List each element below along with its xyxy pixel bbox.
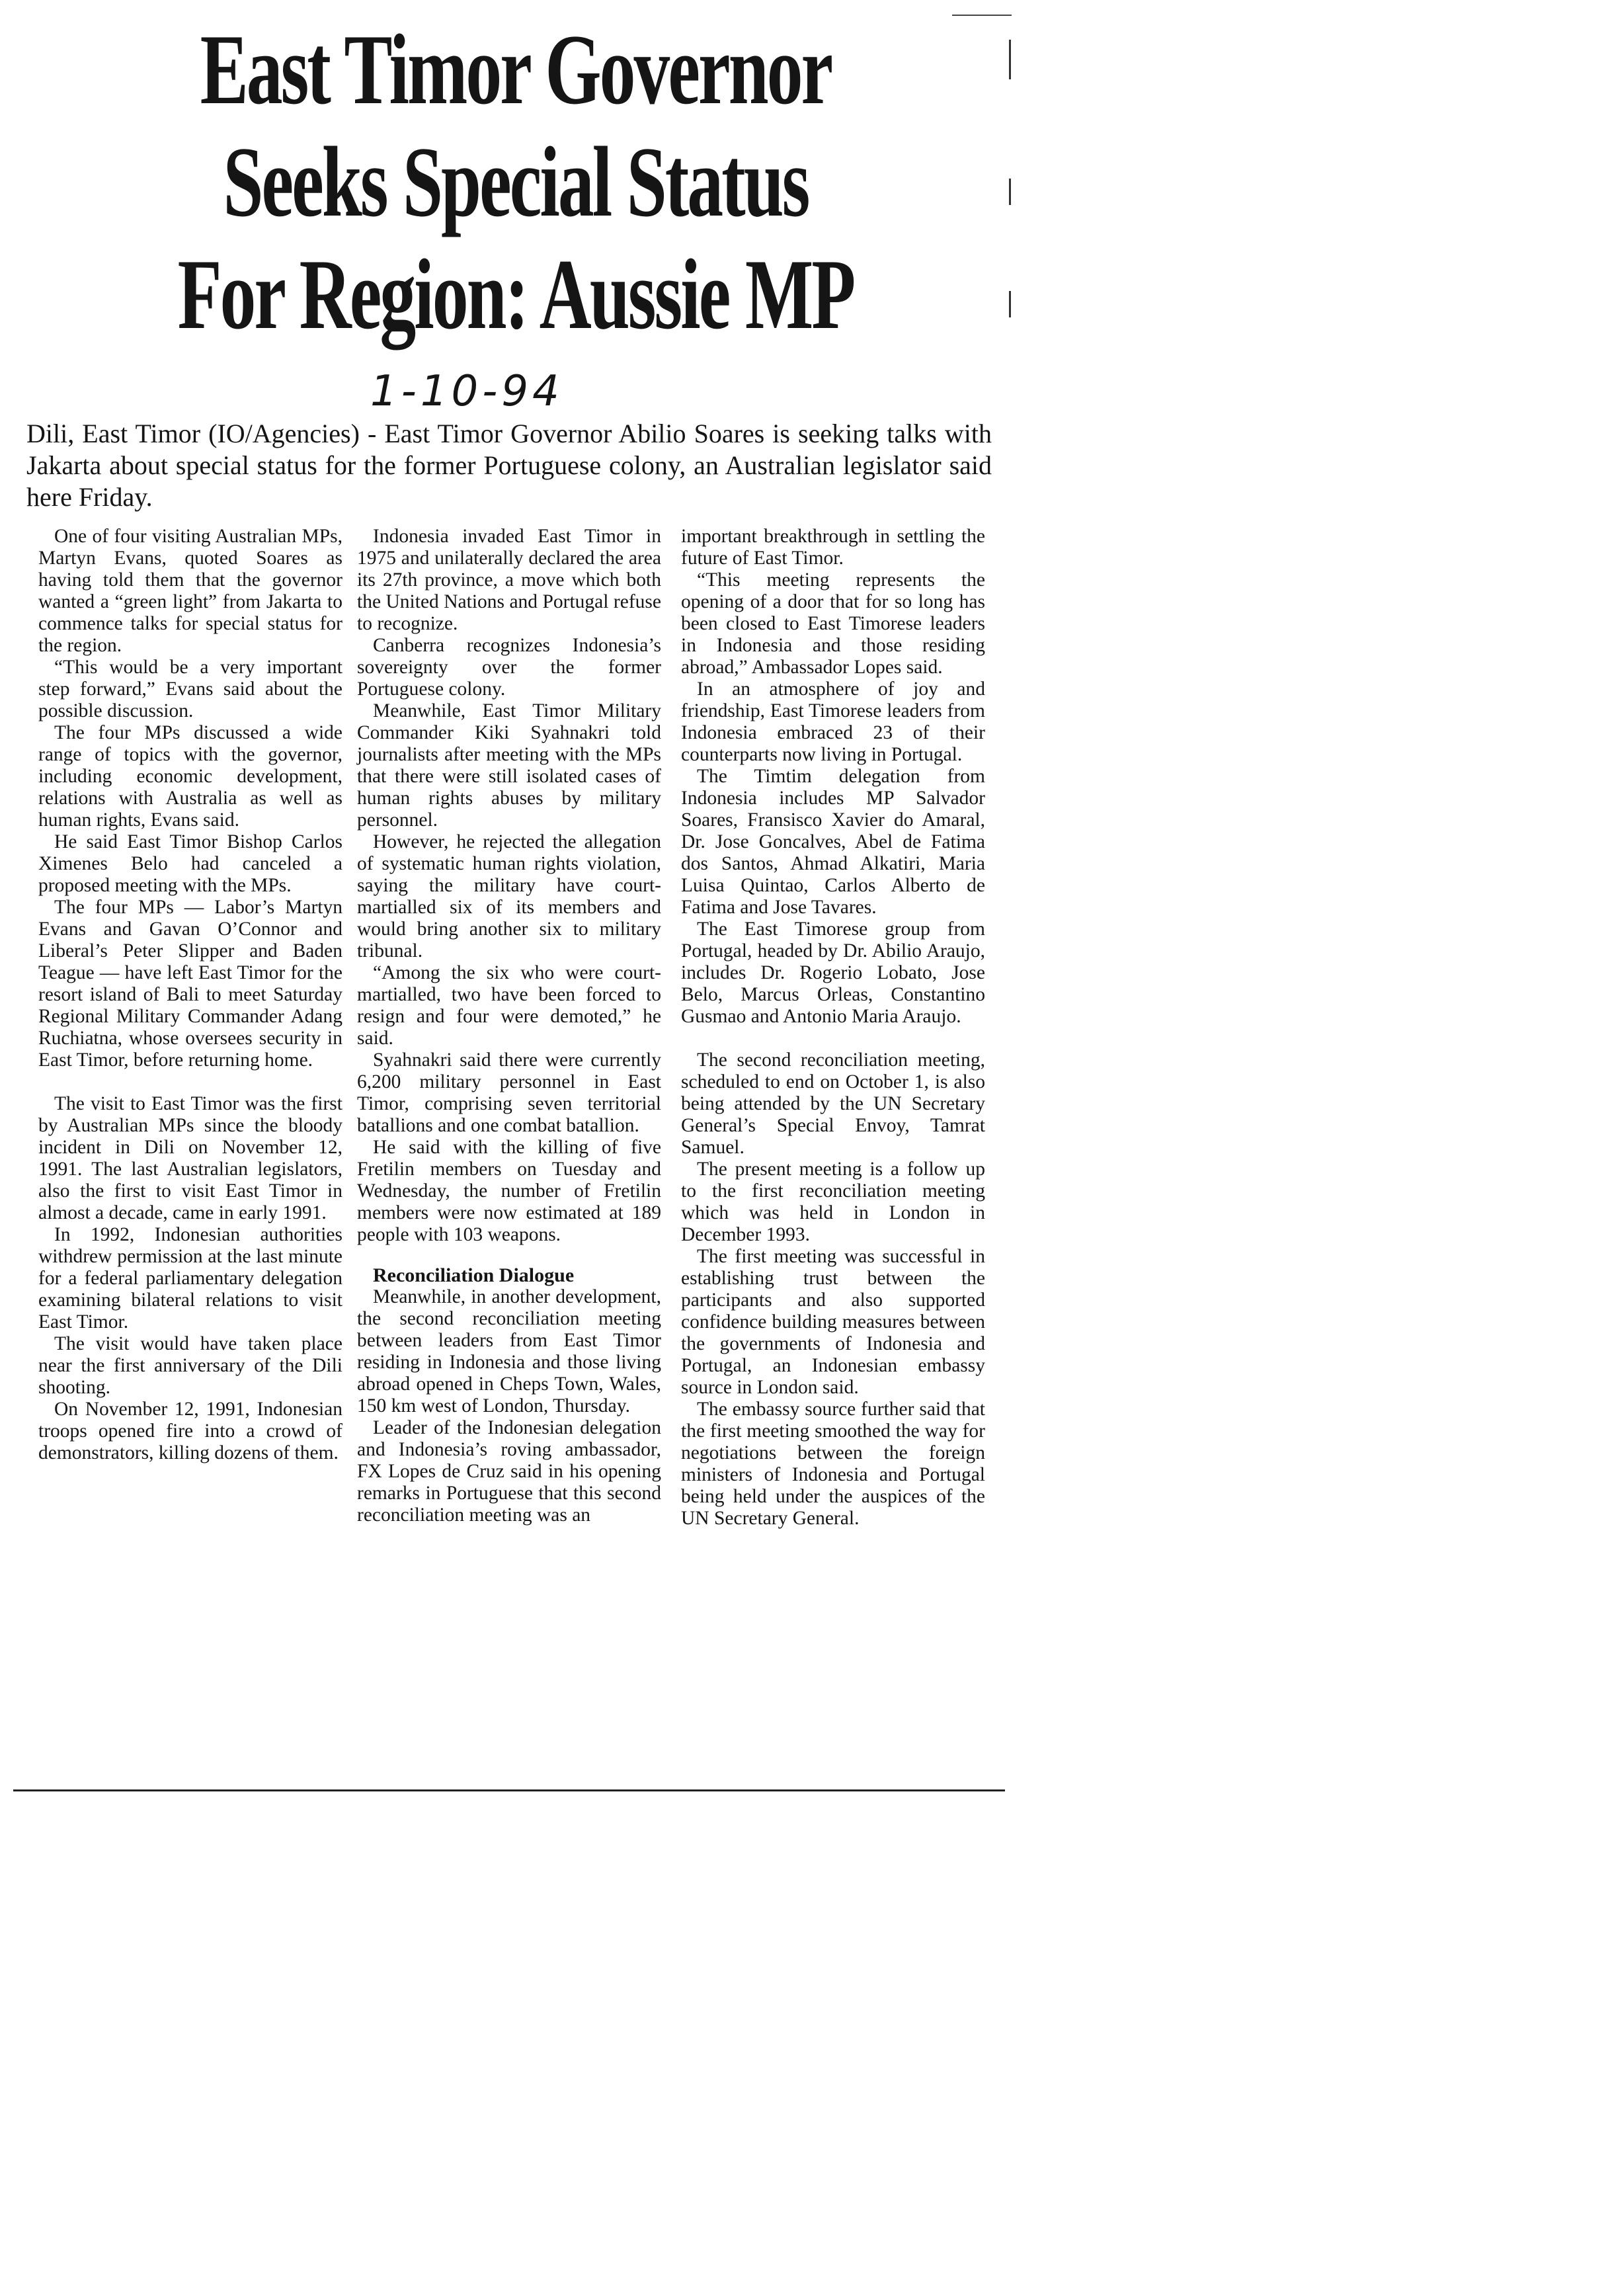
paragraph: One of four visiting Australian MPs, Martyn Evans, quoted Soares as having told them that the governor wanted a “green light” from Jakarta to commence talks for special status for the region. <box>38 526 342 656</box>
paragraph: “This would be a very important step forward,” Evans said about the possible discussion. <box>38 657 342 721</box>
subhead: Reconciliation Dialogue <box>373 1264 575 1286</box>
column-1 <box>38 526 342 1464</box>
paragraph: The Timtim delegation from Indonesia includes MP Salvador Soares, Fransisco Xavier do Amaral, Dr. Jose Goncalves, Abel de Fatima dos Santos, Ahmad Alkatiri, Maria Luisa Quintao, Carlos Alberto de Fatima and Jose Tavares. <box>681 766 985 918</box>
paragraph: He said East Timor Bishop Carlos Ximenes Belo had canceled a proposed meeting with the MPs. <box>38 831 342 896</box>
paragraph: Indonesia invaded East Timor in 1975 and unilaterally declared the area its 27th province, a move which both the United Nations and Portugal refuse to recognize. <box>357 526 661 634</box>
paragraph: The present meeting is a follow up to the first reconciliation meeting which was held in London in December 1993. <box>681 1159 985 1245</box>
corner-rule <box>952 15 1012 16</box>
column-2 <box>357 526 661 1526</box>
headline-line-3: For Region: Aussie MP <box>177 239 854 350</box>
paragraph: “Among the six who were court-martialled, two have been forced to resign and four were demoted,” he said. <box>357 962 661 1049</box>
headline <box>163 13 868 350</box>
edge-mark <box>1009 291 1011 317</box>
paragraph: important breakthrough in settling the future of East Timor. <box>681 526 985 569</box>
paragraph: Syahnakri said there were currently 6,200 military personnel in East Timor, comprising seven territorial batallions and one combat batallion. <box>357 1049 661 1136</box>
bottom-rule <box>13 1789 1005 1791</box>
column-3 <box>681 526 985 1530</box>
paragraph: On November 12, 1991, Indonesian troops opened fire into a crowd of demonstrators, killing dozens of them. <box>38 1399 342 1463</box>
paragraph: Leader of the Indonesian delegation and Indonesia’s roving ambassador, FX Lopes de Cruz said in his opening remarks in Portuguese that this second reconciliation meeting was an <box>357 1417 661 1526</box>
paragraph: Meanwhile, in another development, the second reconciliation meeting between leaders from East Timor residing in Indonesia and those living abroad opened in Cheps Town, Wales, 150 km west of London, Thursday. <box>357 1286 661 1416</box>
paragraph: He said with the killing of five Fretilin members on Tuesday and Wednesday, the number of Fretilin members were now estimated at 189 people with 103 weapons. <box>357 1137 661 1245</box>
paragraph: “This meeting represents the opening of a door that for so long has been closed to East Timorese leaders in Indonesia and those residing abroad,” Ambassador Lopes said. <box>681 569 985 678</box>
paragraph: Canberra recognizes Indonesia’s sovereignty over the former Portuguese colony. <box>357 635 661 700</box>
headline-line-1: East Timor Governor <box>200 14 832 125</box>
paragraph: The four MPs — Labor’s Martyn Evans and Gavan O’Connor and Liberal’s Peter Slipper and Baden Teague — have left East Timor for the resort island of Bali to meet Saturday Regional Military Commander Adang Ruchiatna, whose oversees security in East Timor, before returning home. <box>38 897 342 1071</box>
paragraph: In an atmosphere of joy and friendship, East Timorese leaders from Indonesia embraced 23 of their counterparts now living in Portugal. <box>681 678 985 765</box>
paragraph: The second reconciliation meeting, scheduled to end on October 1, is also being attended by the UN Secretary General’s Special Envoy, Tamrat Samuel. <box>681 1049 985 1158</box>
handwritten-date: 1-10-94 <box>370 367 563 416</box>
paragraph: Meanwhile, East Timor Military Commander Kiki Syahnakri told journalists after meeting with the MPs that there were still isolated cases of human rights abuses by military personnel. <box>357 700 661 831</box>
paragraph: The East Timorese group from Portugal, headed by Dr. Abilio Araujo, includes Dr. Rogerio Lobato, Jose Belo, Marcus Orleas, Constantino Gusmao and Antonio Maria Araujo. <box>681 919 985 1027</box>
paragraph: The visit would have taken place near the first anniversary of the Dili shooting. <box>38 1333 342 1398</box>
headline-line-2: Seeks Special Status <box>223 126 809 237</box>
lede-paragraph: Dili, East Timor (IO/Agencies) - East Timor Governor Abilio Soares is seeking talks with Jakarta about special status for the former Portuguese colony, an Australian legislator said here Friday. <box>26 419 992 512</box>
paragraph: The four MPs discussed a wide range of topics with the governor, including economic development, relations with Australia as well as human rights, Evans said. <box>38 722 342 831</box>
edge-mark <box>1009 179 1011 205</box>
edge-mark <box>1009 40 1011 79</box>
paragraph: However, he rejected the allegation of systematic human rights violation, saying the military have court-martialled six of its members and would bring another six to military tribunal. <box>357 831 661 962</box>
paragraph: In 1992, Indonesian authorities withdrew permission at the last minute for a federal parliamentary delegation examining bilateral relations to visit East Timor. <box>38 1224 342 1332</box>
paragraph: The visit to East Timor was the first by Australian MPs since the bloody incident in Dili on November 12, 1991. The last Australian legislators, also the first to visit East Timor in almost a decade, came in early 1991. <box>38 1093 342 1223</box>
paragraph: The embassy source further said that the first meeting smoothed the way for negotiations between the foreign ministers of Indonesia and Portugal being held under the auspices of the UN Secretary General. <box>681 1399 985 1529</box>
paragraph: The first meeting was successful in establishing trust between the participants and also supported confidence building measures between the governments of Indonesia and Portugal, an Indonesian embassy source in London said. <box>681 1246 985 1398</box>
